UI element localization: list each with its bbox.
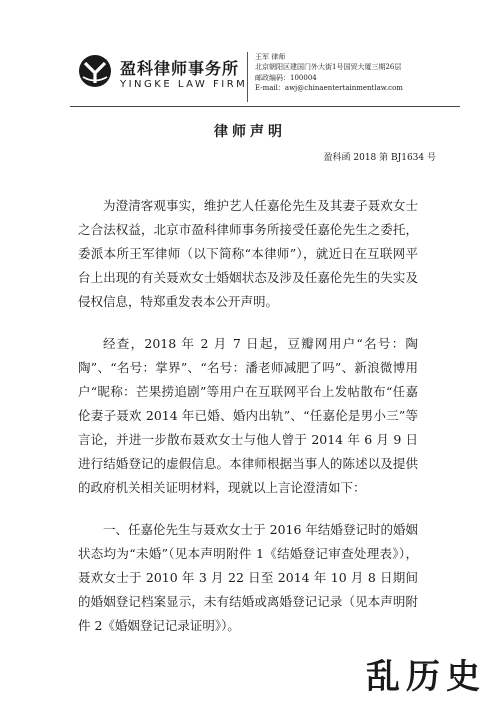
paragraph: 一、任嘉伦先生与聂欢女士于 2016 年结婚登记时的婚姻状态均为“未婚”（见本声明附件 1《结婚登记审查处理表》），聂欢女士于 2010 年 3 月 22 日至 2014 年 10 月 8 日期间的婚姻登记档案显示，未有结婚或离婚登记记录（见本声明附件 2《婚姻登记记录证明》）。 — [78, 522, 418, 633]
document-title: 律师声明 — [214, 124, 286, 140]
header-divider-vertical — [247, 52, 248, 102]
email: E-mail：awj@chinaentertainmentlaw.com — [255, 83, 403, 92]
contact-block — [255, 52, 465, 93]
firm-logo-icon — [78, 54, 112, 88]
firm-name-cn: 盈科律师事务所 — [120, 59, 240, 78]
letterhead-logo — [78, 52, 268, 100]
header-divider — [70, 106, 460, 107]
paragraph: 经查，2018 年 2 月 7 日起，豆瓣网用户“名号：陶陶”、“名号：掌界”、“名号：潘老师减肥了吗”、新浪微博用户“昵称：芒果捞追剧”等用户在互联网平台上发帖散布“任嘉伦妻子聂欢 2014 年已婚、婚内出轨”、“任嘉伦是男小三”等言论，并进一步散布聂欢女士与他人曾于 2014 年 6 月 9 日进行结婚登记的虚假信息。本律师根据当事人的陈述以及提供的政府机关相关证明材料，现就以上言论澄清如下： — [78, 336, 418, 495]
document-number: 盈科函 2018 第 BJ1634 号 — [323, 153, 436, 163]
lawyer-name: 王军 律师 — [255, 53, 286, 61]
watermark: 乱历史 — [360, 647, 492, 700]
firm-name-en: YINGKE LAW FIRM — [120, 79, 248, 90]
statement-body — [78, 194, 418, 656]
firm-address: 北京朝阳区建国门外大街1号国贸大厦三期26层 — [255, 63, 402, 72]
paragraph: 为澄清客观事实，维护艺人任嘉伦先生及其妻子聂欢女士之合法权益，北京市盈科律师事务所接受任嘉伦先生之委托，委派本所王军律师（以下简称“本律师”），就近日在互联网平台上出现的有关聂欢女士婚姻状态及涉及任嘉伦先生的失实及侵权信息，特郑重发表本公开声明。 — [78, 198, 418, 309]
postcode: 邮政编码：100004 — [255, 73, 317, 82]
